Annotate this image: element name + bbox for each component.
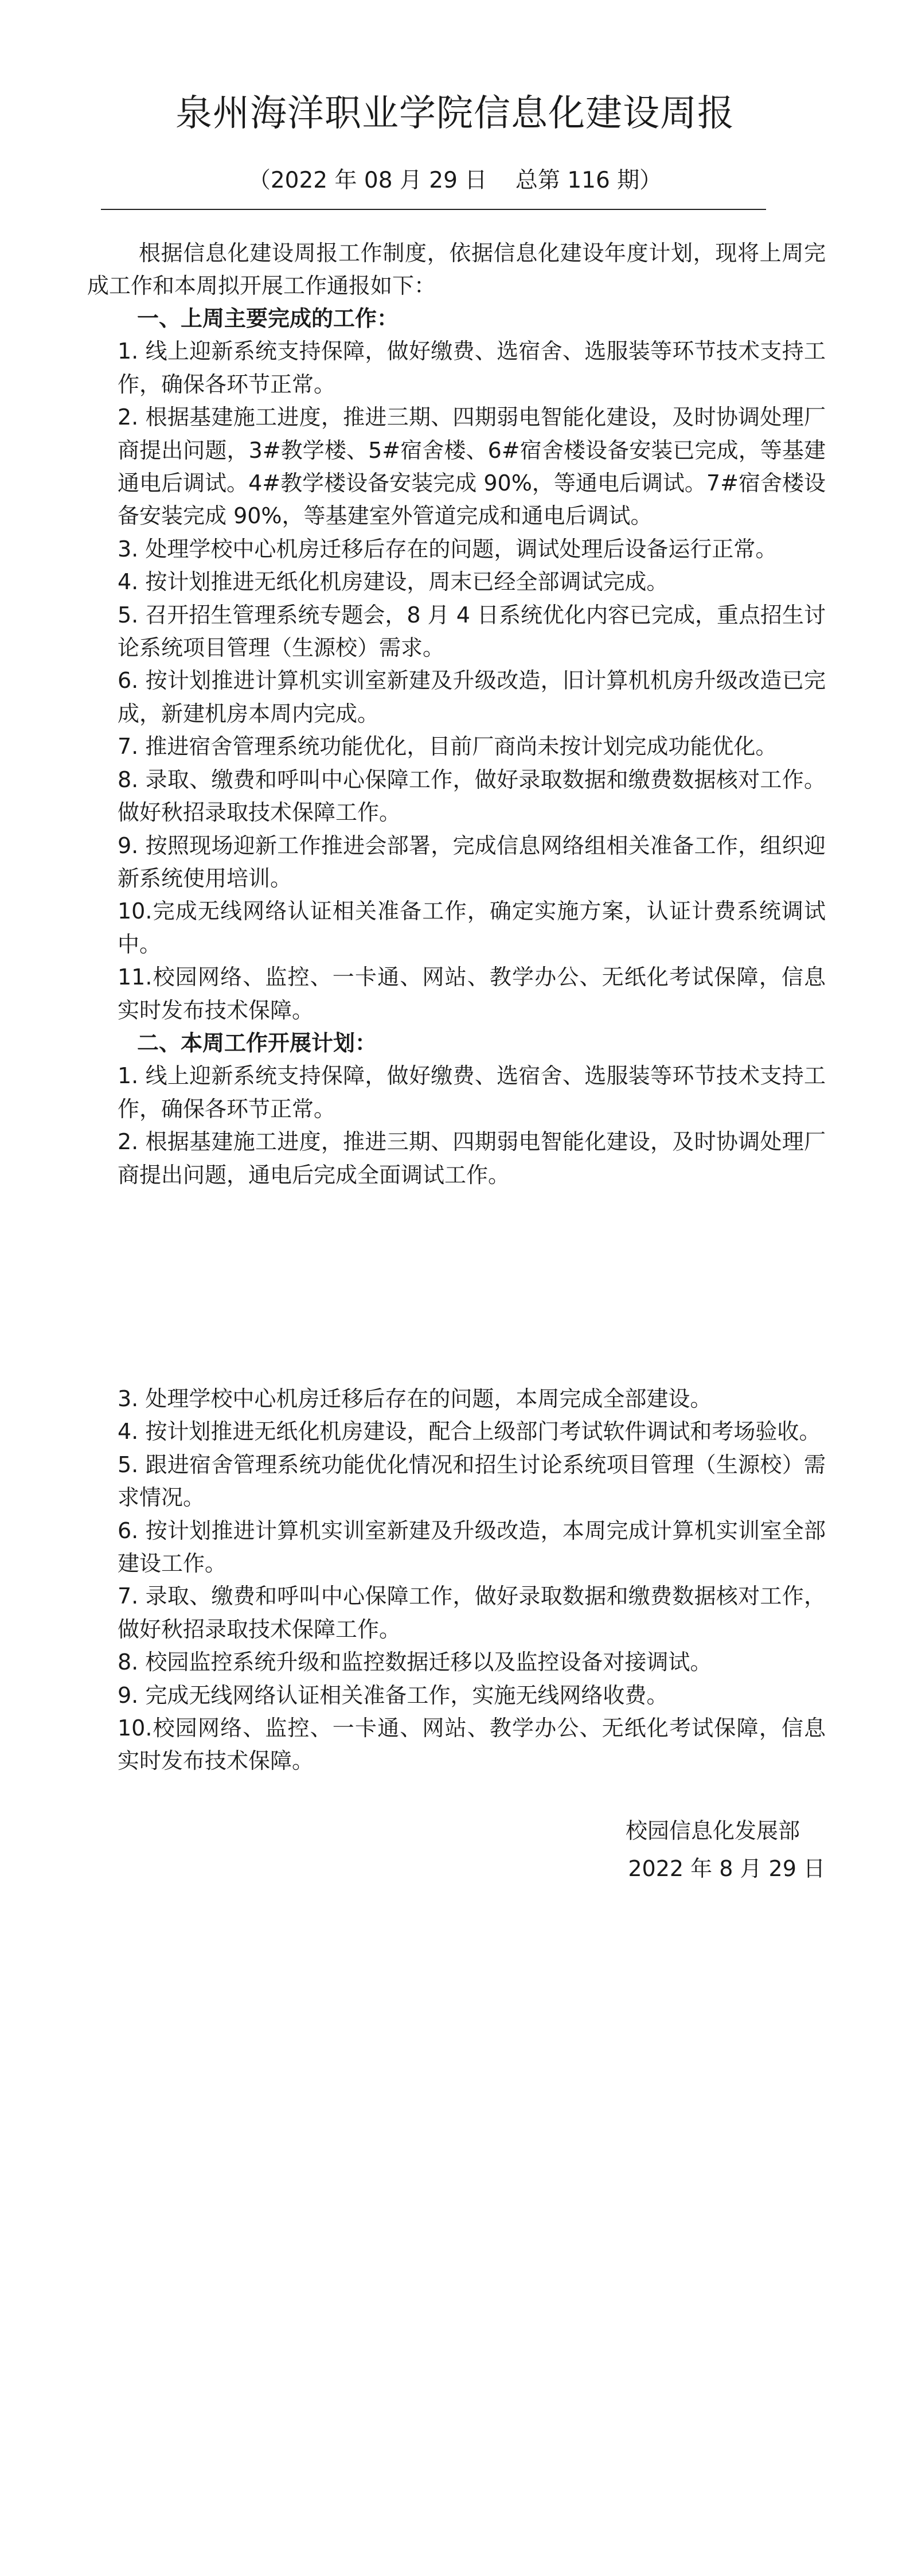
page-title: 泉州海洋职业学院信息化建设周报	[175, 92, 735, 135]
list-item: 2. 根据基建施工进度，推进三期、四期弱电智能化建设，及时协调处理厂商提出问题，通电后完成全面调试工作。	[118, 1129, 826, 1188]
list-item: 11.校园网络、监控、一卡通、网站、教学办公、无纸化考试保障，信息实时发布技术保障。	[118, 964, 826, 1023]
list-item: 8. 录取、缴费和呼叫中心保障工作，做好录取数据和缴费数据核对工作。做好秋招录取技术保障工作。	[118, 766, 826, 826]
issue-subtitle: （2022 年 08 月 29 日 总第 116 期）	[248, 168, 662, 193]
list-item: 7. 录取、缴费和呼叫中心保障工作，做好录取数据和缴费数据核对工作，做好秋招录取技术保障工作。	[118, 1583, 826, 1642]
section-last-week	[118, 302, 826, 1192]
list-item: 5. 召开招生管理系统专题会，8 月 4 日系统优化内容已完成，重点招生讨论系统项目管理（生源校）需求。	[118, 602, 826, 661]
list-item: 4. 按计划推进无纸化机房建设，配合上级部门考试软件调试和考场验收。	[118, 1419, 821, 1445]
list-item: 1. 线上迎新系统支持保障，做好缴费、选宿舍、选服装等环节技术支持工作，确保各环节正常。	[118, 338, 826, 397]
section-this-week-continued	[118, 1383, 826, 1778]
list-item: 8. 校园监控系统升级和监控数据迁移以及监控设备对接调试。	[118, 1649, 712, 1675]
list-item: 7. 推进宿舍管理系统功能优化，目前厂商尚未按计划完成功能优化。	[118, 734, 778, 760]
list-item: 3. 处理学校中心机房迁移后存在的问题，本周完成全部建设。	[118, 1386, 712, 1411]
issue-date: 2022 年 8 月 29 日	[628, 1856, 825, 1881]
list-item: 2. 根据基建施工进度，推进三期、四期弱电智能化建设，及时协调处理厂商提出问题，3#教学楼、5#宿舍楼、6#宿舍楼设备安装已完成，等基建通电后调试。4#教学楼设备安装完成 90%，等通电后调试。7#宿舍楼设备安装完成 90%，等基建室外管道完成和通电后调试。	[118, 404, 826, 529]
list-item: 4. 按计划推进无纸化机房建设，周末已经全部调试完成。	[118, 569, 669, 595]
issuing-department: 校园信息化发展部	[625, 1818, 800, 1843]
list-item: 6. 按计划推进计算机实训室新建及升级改造，旧计算机机房升级改造已完成，新建机房本周内完成。	[118, 668, 826, 726]
list-item: 10.完成无线网络认证相关准备工作，确定实施方案，认证计费系统调试中。	[118, 898, 826, 957]
list-item: 10.校园网络、监控、一卡通、网站、教学办公、无纸化考试保障，信息实时发布技术保障。	[118, 1715, 826, 1774]
list-item: 6. 按计划推进计算机实训室新建及升级改造，本周完成计算机实训室全部建设工作。	[118, 1517, 826, 1577]
list-item: 9. 完成无线网络认证相关准备工作，实施无线网络收费。	[118, 1682, 669, 1708]
list-item: 5. 跟进宿舍管理系统功能优化情况和招生讨论系统项目管理（生源校）需求情况。	[118, 1452, 826, 1511]
list-item: 9. 按照现场迎新工作推进会部署，完成信息网络组相关准备工作，组织迎新系统使用培训。	[118, 832, 826, 891]
signature-block	[626, 1812, 825, 1888]
list-item: 3. 处理学校中心机房迁移后存在的问题，调试处理后设备运行正常。	[118, 536, 778, 562]
section-heading-this-week: 二、本周工作开展计划：	[137, 1030, 377, 1056]
section-heading-last-week: 一、上周主要完成的工作：	[137, 306, 399, 331]
title-divider	[101, 209, 766, 210]
intro-paragraph: 根据信息化建设周报工作制度，依据信息化建设年度计划，现将上周完成工作和本周拟开展工作通报如下：	[87, 240, 826, 299]
list-item: 1. 线上迎新系统支持保障，做好缴费、选宿舍、选服装等环节技术支持工作，确保各环节正常。	[118, 1063, 826, 1122]
